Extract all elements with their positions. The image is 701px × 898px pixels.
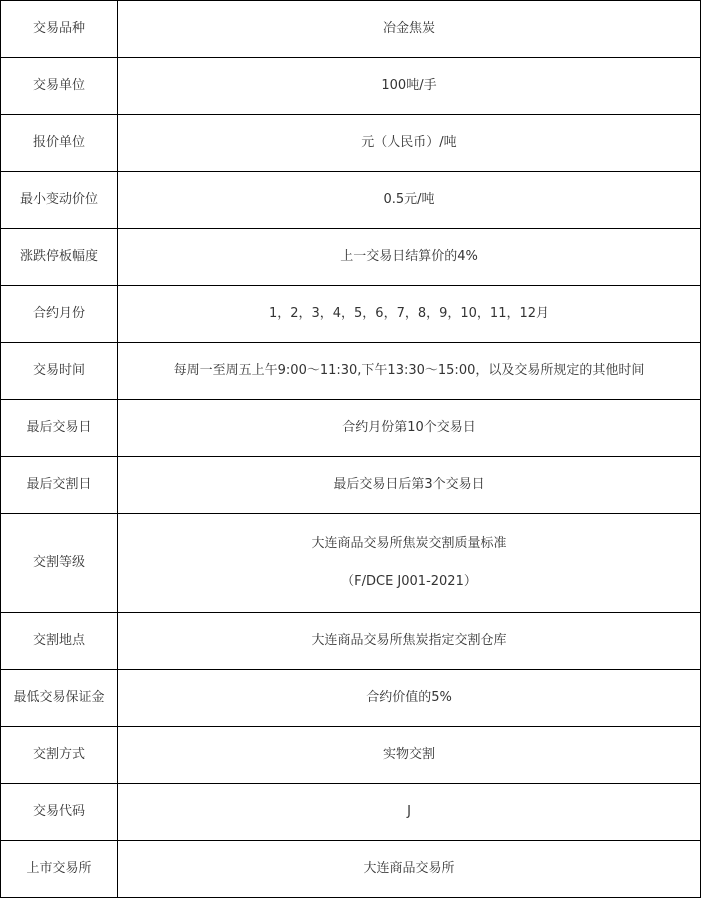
row-label: 交易品种 (1, 1, 118, 58)
table-row (1, 670, 701, 727)
row-value: 大连商品交易所焦炭指定交割仓库 (118, 613, 701, 670)
table-row (1, 1, 701, 58)
row-label: 报价单位 (1, 115, 118, 172)
row-value: 上一交易日结算价的4% (118, 229, 701, 286)
delivery-grade-standard: 大连商品交易所焦炭交割质量标准 (311, 536, 507, 552)
row-label: 交易代码 (1, 784, 118, 841)
table-row (1, 841, 701, 898)
delivery-grade-code: （F/DCE J001-2021） (341, 574, 477, 589)
table-row (1, 229, 701, 286)
row-value: 实物交割 (118, 727, 701, 784)
row-value: 1，2，3，4，5，6，7，8，9，10，11，12月 (118, 286, 701, 343)
table-row (1, 172, 701, 229)
row-value: 最后交易日后第3个交易日 (118, 457, 701, 514)
row-value: 0.5元/吨 (118, 172, 701, 229)
row-label: 上市交易所 (1, 841, 118, 898)
table-row (1, 457, 701, 514)
row-label: 交割地点 (1, 613, 118, 670)
table-row (1, 286, 701, 343)
row-label: 交易单位 (1, 58, 118, 115)
table-row (1, 514, 701, 613)
table-row (1, 727, 701, 784)
row-value: 合约价值的5% (118, 670, 701, 727)
row-value: 大连商品交易所 (118, 841, 701, 898)
row-label: 最低交易保证金 (1, 670, 118, 727)
row-label: 涨跌停板幅度 (1, 229, 118, 286)
row-value (118, 514, 701, 613)
row-value: J (118, 784, 701, 841)
row-label: 交割等级 (1, 514, 118, 613)
row-label: 最小变动价位 (1, 172, 118, 229)
table-row (1, 613, 701, 670)
table-row (1, 343, 701, 400)
table-row (1, 58, 701, 115)
row-label: 交割方式 (1, 727, 118, 784)
row-value: 合约月份第10个交易日 (118, 400, 701, 457)
row-value: 100吨/手 (118, 58, 701, 115)
row-label: 最后交易日 (1, 400, 118, 457)
row-value: 每周一至周五上午9:00～11:30,下午13:30～15:00，以及交易所规定的其他时间 (118, 343, 701, 400)
row-value: 冶金焦炭 (118, 1, 701, 58)
row-value: 元（人民币）/吨 (118, 115, 701, 172)
row-label: 合约月份 (1, 286, 118, 343)
row-label: 最后交割日 (1, 457, 118, 514)
table-row (1, 400, 701, 457)
table-row (1, 784, 701, 841)
table-row (1, 115, 701, 172)
row-label: 交易时间 (1, 343, 118, 400)
